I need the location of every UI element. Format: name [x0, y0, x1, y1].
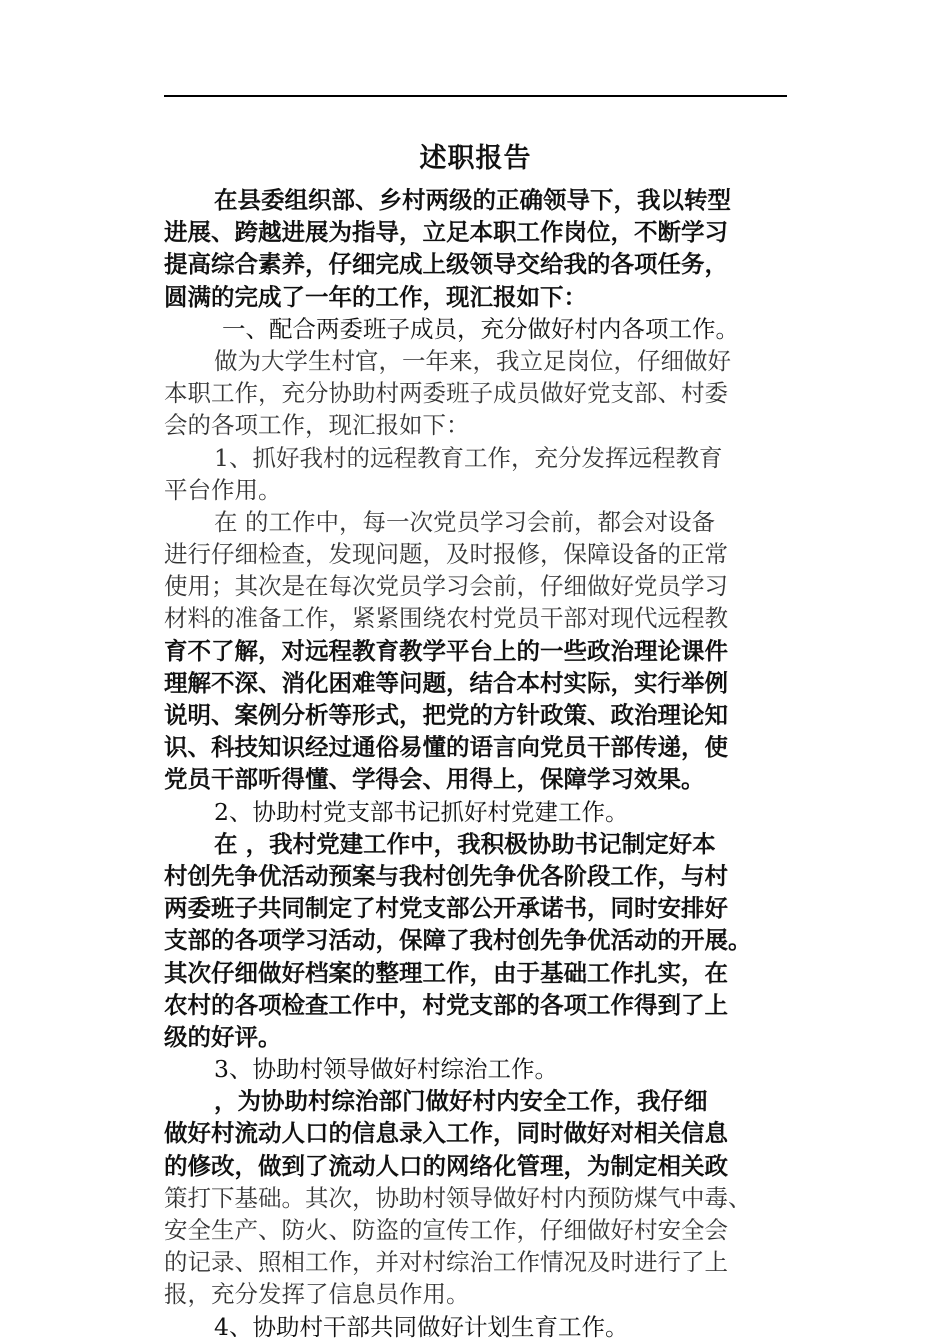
paragraph-line: 2、协助村党支部书记抓好村党建工作。: [214, 797, 629, 826]
document-body: [164, 184, 787, 1343]
paragraph-line: 支部的各项学习活动，保障了我村创先争优活动的开展。: [164, 926, 752, 955]
paragraph-line: 村创先争优活动预案与我村创先争优各阶段工作，与村: [164, 861, 728, 890]
paragraph-line: 党员干部听得懂、学得会、用得上，保障学习效果。: [164, 765, 705, 794]
paragraph-line: 一、配合两委班子成员，充分做好村内各项工作。: [222, 314, 739, 343]
paragraph-line: 进行仔细检查，发现问题，及时报修，保障设备的正常: [164, 540, 728, 569]
paragraph-line: 安全生产、防火、防盗的宣传工作，仔细做好村安全会: [164, 1216, 728, 1244]
paragraph-line: 做好村流动人口的信息录入工作，同时做好对相关信息: [164, 1119, 728, 1148]
paragraph-line: 在县委组织部、乡村两级的正确领导下，我以转型: [214, 186, 731, 214]
paragraph-line: 平台作用。: [164, 475, 282, 504]
paragraph-line: 提高综合素养，仔细完成上级领导交给我的各项任务，: [164, 250, 728, 279]
paragraph-line: 使用；其次是在每次党员学习会前，仔细做好党员学习: [164, 572, 728, 601]
paragraph-line: 在 ，我村党建工作中，我积极协助书记制定好本: [214, 829, 716, 858]
paragraph-line: 两委班子共同制定了村党支部公开承诺书，同时安排好: [164, 894, 728, 923]
paragraph-line: 识、科技知识经过通俗易懂的语言向党员干部传递，使: [164, 733, 728, 762]
paragraph-line: 做为大学生村官，一年来，我立足岗位，仔细做好: [214, 346, 731, 375]
paragraph-line: 1、抓好我村的远程教育工作，充分发挥远程教育: [214, 443, 723, 472]
paragraph-line: 级的好评。: [164, 1022, 282, 1051]
paragraph-line: 策打下基础。其次，协助村领导做好村内预防煤气中毒、: [164, 1183, 752, 1212]
paragraph-line: 报，充分发挥了信息员作用。: [164, 1280, 470, 1309]
paragraph-line: 圆满的完成了一年的工作，现汇报如下：: [164, 282, 587, 311]
paragraph-line: 进展、跨越进展为指导，立足本职工作岗位，不断学习: [164, 218, 728, 247]
document-title: 述职报告: [419, 143, 532, 174]
paragraph-line: 育不了解，对远程教育教学平台上的一些政治理论课件: [164, 636, 728, 665]
paragraph-line: 在 的工作中，每一次党员学习会前，都会对设备: [214, 507, 715, 536]
paragraph-line: 4、协助村干部共同做好计划生育工作。: [214, 1312, 629, 1341]
paragraph-line: 的修改，做到了流动人口的网络化管理，为制定相关政: [164, 1151, 728, 1180]
paragraph-line: 说明、案例分析等形式，把党的方针政策、政治理论知: [164, 701, 728, 729]
header-rule: [164, 95, 787, 97]
paragraph-line: 其次仔细做好档案的整理工作，由于基础工作扎实，在: [164, 958, 728, 987]
paragraph-line: 农村的各项检查工作中，村党支部的各项工作得到了上: [164, 990, 728, 1019]
paragraph-line: 本职工作，充分协助村两委班子成员做好党支部、村委: [164, 379, 728, 408]
paragraph-line: ，为协助村综治部门做好村内安全工作，我仔细: [214, 1087, 708, 1116]
paragraph-line: 理解不深、消化困难等问题，结合本村实际，实行举例: [164, 668, 728, 697]
paragraph-line: 的记录、照相工作，并对村综治工作情况及时进行了上: [164, 1248, 728, 1277]
paragraph-line: 3、协助村领导做好村综治工作。: [214, 1055, 558, 1084]
paragraph-line: 材料的准备工作，紧紧围绕农村党员干部对现代远程教: [164, 604, 728, 633]
paragraph-line: 会的各项工作，现汇报如下：: [164, 411, 470, 440]
